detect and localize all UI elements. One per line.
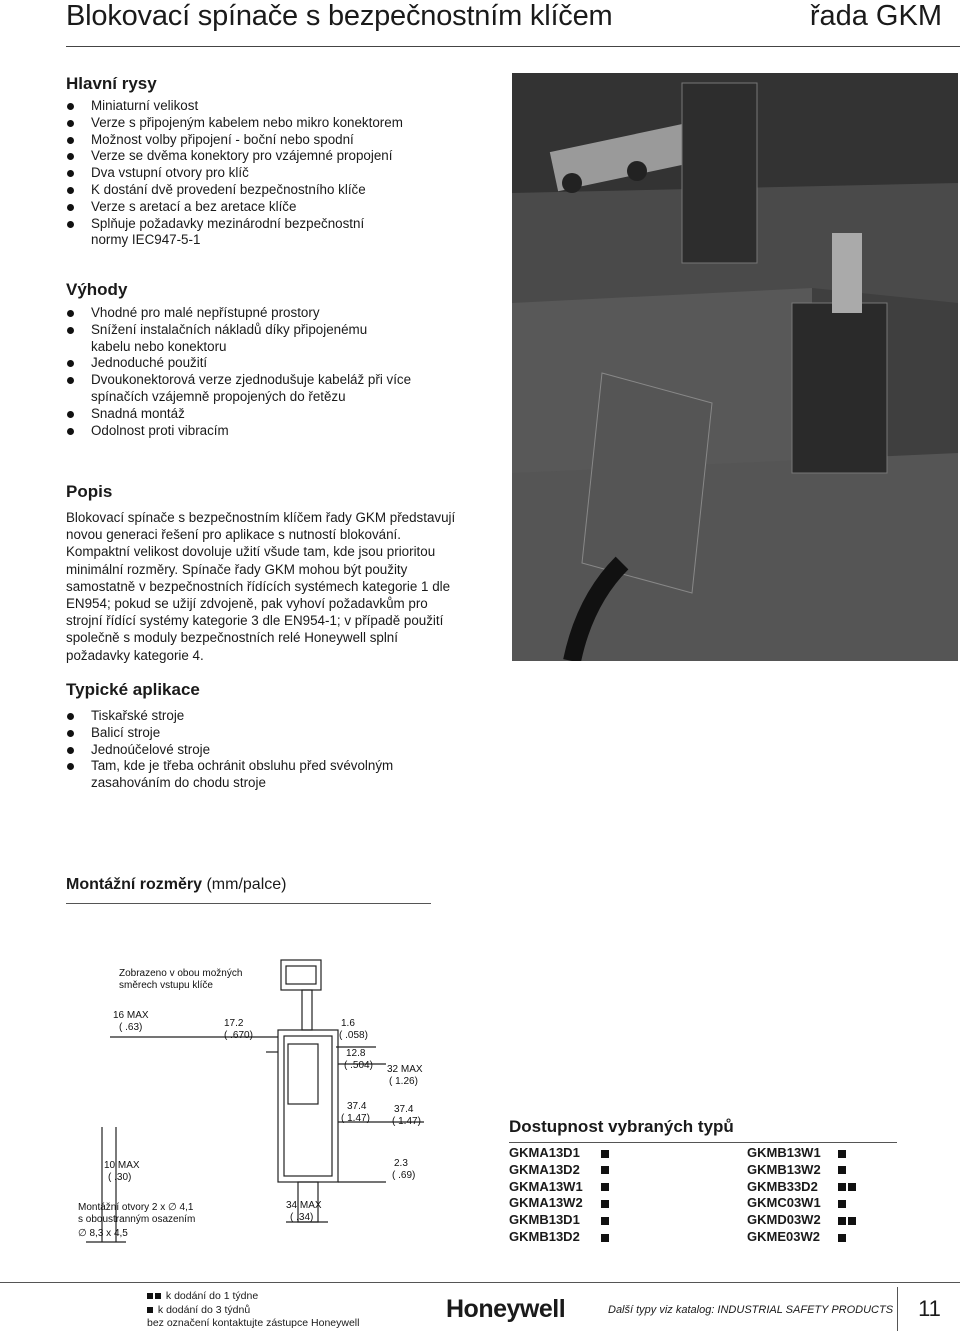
page-title: Blokovací spínače s bezpečnostním klíčem (66, 0, 613, 32)
availability-marks (601, 1145, 611, 1162)
list-item (509, 1179, 619, 1196)
list-item: Tiskařské stroje (66, 708, 416, 725)
dim-label: ( .69) (392, 1170, 416, 1181)
product-code: GKMB33D2 (747, 1178, 818, 1194)
list-item (509, 1145, 619, 1162)
list-item: Tam, kde je třeba ochránit obsluhu před svévolným zasahováním do chodu stroje (66, 758, 416, 792)
list-item (747, 1145, 867, 1162)
list-item: Jednoduché použití (66, 355, 466, 372)
further-types-note: Další typy viz katalog: INDUSTRIAL SAFETY PRODUCTS (608, 1304, 894, 1316)
list-item (747, 1179, 867, 1196)
list-item: Verze s připojeným kabelem nebo mikro konektorem (66, 115, 436, 132)
list-item: Možnost volby připojení - boční nebo spodní (66, 132, 436, 149)
dimension-drawing (66, 952, 446, 1252)
header-rule (66, 46, 960, 47)
square-icon (601, 1150, 609, 1158)
dim-label: 12.8 (346, 1048, 366, 1059)
list-item: Verze se dvěma konektory pro vzájemné propojení (66, 148, 436, 165)
applications-heading: Typické aplikace (66, 680, 200, 699)
product-code: GKMB13W2 (747, 1161, 821, 1177)
dim-label: ( .058) (339, 1030, 368, 1041)
product-code: GKMA13W2 (509, 1195, 583, 1211)
list-item (509, 1229, 619, 1246)
availability-list-left (509, 1145, 619, 1246)
dim-label: ( .670) (224, 1030, 253, 1041)
square-icon (601, 1166, 609, 1174)
list-item: Splňuje požadavky mezinárodní bezpečnostní normy IEC947-5-1 (66, 216, 436, 250)
legend-text: k dodání do 1 týdne (165, 1290, 259, 1302)
availability-marks (601, 1212, 611, 1229)
list-item: Vhodné pro malé nepřístupné prostory (66, 305, 466, 322)
description-text: Blokovací spínače s bezpečnostním klíčem řady GKM představují novou generaci řešení pro aplikace s nutností blokování. Kompaktní velikost dovoluje užití všude tam, kde jsou prioritou minimální rozměry. Spínače řady GKM mohou být použity samostatně v bezpečnostních řídících systémech kategorie 1 dle EN954; pokud se užijí zdvojeně, pak vyhoví požadavkům pro strojní řídící systémy kategorie 3 dle EN954-1; v případě použití společně s moduly bezpečnostních relé Honeywell splní požadavky kategorie 4. (66, 510, 456, 663)
product-code: GKMA13W1 (509, 1178, 583, 1194)
list-item: Jednoúčelové stroje (66, 742, 416, 759)
list-item: Snížení instalačních nákladů díky připojenému kabelu nebo konektoru (66, 322, 466, 356)
square-icon (601, 1183, 609, 1191)
square-icon (848, 1183, 856, 1191)
dim-label: ( .504) (344, 1060, 373, 1071)
list-item (509, 1162, 619, 1179)
square-icon (838, 1150, 846, 1158)
product-code: GKMB13W1 (747, 1145, 821, 1160)
dim-label: ( .63) (119, 1022, 143, 1033)
dim-label: 17.2 (224, 1018, 244, 1029)
features-heading: Hlavní rysy (66, 74, 157, 93)
availability-marks (601, 1162, 611, 1179)
dim-label: Montážní otvory 2 x ∅ 4,1 (78, 1202, 194, 1213)
legend-text: bez označení kontaktujte zástupce Honeywell (147, 1317, 360, 1329)
dim-label: Zobrazeno v obou možných (119, 968, 243, 979)
availability-marks (838, 1229, 848, 1246)
legend-text: k dodání do 3 týdnů (157, 1303, 251, 1316)
description-heading: Popis (66, 482, 113, 501)
list-item: Dvoukonektorová verze zjednodušuje kabeláž při více spínačích vzájemně propojených do řetězu (66, 372, 466, 406)
features-list (66, 98, 436, 249)
availability-marks (838, 1212, 858, 1229)
dim-label: ∅ 8,3 x 4,5 (78, 1228, 128, 1239)
availability-marks (838, 1162, 848, 1179)
product-code: GKMB13D1 (509, 1212, 580, 1228)
square-icon (601, 1200, 609, 1208)
product-code: GKMB13D2 (509, 1228, 580, 1244)
product-code: GKMA13D2 (509, 1161, 580, 1177)
advantages-heading: Výhody (66, 280, 128, 299)
square-icon (838, 1166, 846, 1174)
list-item: Miniaturní velikost (66, 98, 436, 115)
list-item (747, 1212, 867, 1229)
page-number: 11 (897, 1287, 960, 1331)
dim-label: 37.4 (347, 1101, 367, 1112)
legend-item (147, 1304, 359, 1318)
list-item (509, 1212, 619, 1229)
list-item (509, 1195, 619, 1212)
square-icon (601, 1217, 609, 1225)
list-item (747, 1229, 867, 1246)
list-item: Odolnost proti vibracím (66, 423, 466, 440)
dim-label: ( .34) (290, 1212, 314, 1223)
dim-label: ( 1.26) (389, 1076, 418, 1087)
list-item: Balicí stroje (66, 725, 416, 742)
dimensions-heading (66, 876, 286, 894)
honeywell-logo: Honeywell (446, 1295, 566, 1323)
availability-marks (838, 1179, 858, 1196)
square-icon (147, 1307, 153, 1313)
list-item (747, 1162, 867, 1179)
availability-rule (509, 1142, 897, 1143)
advantages-list (66, 305, 466, 439)
product-code: GKMD03W2 (747, 1212, 821, 1228)
dim-label: 10 MAX (104, 1160, 140, 1171)
list-item: Dva vstupní otvory pro klíč (66, 165, 436, 182)
square-icon (838, 1234, 846, 1242)
availability-legend (147, 1290, 359, 1331)
footer-rule (0, 1282, 960, 1283)
list-item: Snadná montáž (66, 406, 466, 423)
product-code: GKME03W2 (747, 1228, 820, 1244)
dim-label: 34 MAX (286, 1200, 322, 1211)
availability-heading: Dostupnost vybraných typů (509, 1117, 734, 1136)
square-icon (601, 1234, 609, 1242)
dim-label: 16 MAX (113, 1010, 149, 1021)
product-code: GKMC03W1 (747, 1195, 821, 1211)
dim-label: 32 MAX (387, 1064, 423, 1075)
list-item: Verze s aretací a bez aretace klíče (66, 199, 436, 216)
series-name: řada GKM (809, 0, 942, 32)
availability-list-right (747, 1145, 867, 1246)
square-icon (838, 1217, 846, 1225)
dim-label: 2.3 (394, 1158, 408, 1169)
applications-list (66, 708, 416, 792)
square-icon (155, 1293, 161, 1299)
legend-item (147, 1317, 359, 1331)
list-item: K dostání dvě provedení bezpečnostního klíče (66, 182, 436, 199)
product-code: GKMA13D1 (509, 1145, 580, 1160)
availability-marks (601, 1229, 611, 1246)
availability-marks (601, 1179, 611, 1196)
product-photo-illustration (512, 73, 958, 661)
square-icon (147, 1293, 153, 1299)
dim-label: ( .30) (108, 1172, 132, 1183)
dim-label: ( 1.47) (341, 1113, 370, 1124)
dim-label: směrech vstupu klíče (119, 980, 213, 991)
dimensions-title: Montážní rozměry (66, 876, 203, 893)
square-icon (838, 1200, 846, 1208)
legend-item (147, 1290, 359, 1304)
dim-label: s oboustranným osazením (78, 1214, 196, 1225)
square-icon (848, 1217, 856, 1225)
dimensions-rule (66, 903, 431, 904)
dimensions-units: (mm/palce) (206, 876, 287, 893)
list-item (747, 1195, 867, 1212)
availability-marks (601, 1195, 611, 1212)
dim-label: 37.4 (394, 1104, 414, 1115)
availability-marks (838, 1145, 848, 1162)
product-photo (512, 73, 958, 661)
dim-label: ( 1.47) (392, 1116, 421, 1127)
availability-marks (838, 1195, 848, 1212)
dim-label: 1.6 (341, 1018, 355, 1029)
square-icon (838, 1183, 846, 1191)
